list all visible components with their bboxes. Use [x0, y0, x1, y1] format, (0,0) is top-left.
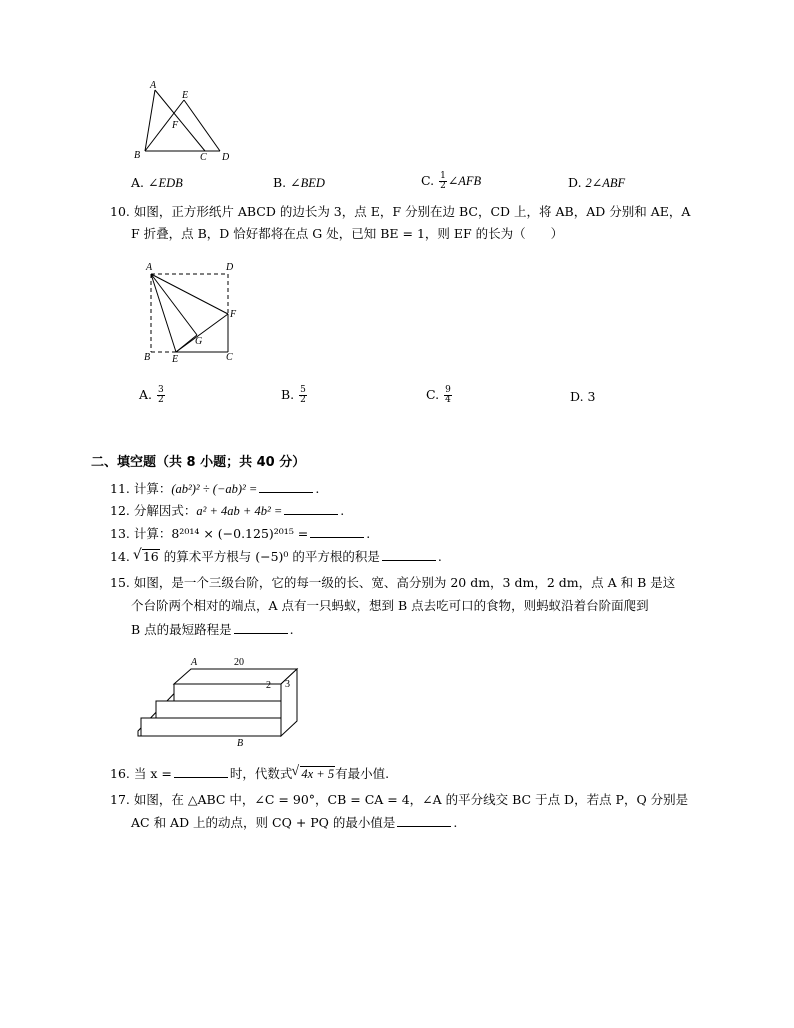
point-label-f: F — [230, 309, 237, 320]
point-label-e: E — [172, 354, 179, 365]
q15-line-2: 个台阶两个相对的端点，A 点有一只蚂蚁，想到 B 点去吃可口的食物，则蚂蚁沿着台阶面爬到 — [131, 598, 649, 613]
punct: . — [437, 549, 442, 564]
width-label: 3 — [285, 679, 290, 690]
answer-blank[interactable] — [259, 481, 313, 493]
option-letter: C. — [421, 173, 439, 188]
answer-blank[interactable] — [397, 815, 451, 827]
point-label-d: D — [226, 262, 234, 273]
point-label-f: F — [172, 120, 179, 131]
fraction: $\frac{3}{2}$ — [157, 385, 164, 405]
answer-blank[interactable] — [174, 766, 228, 778]
point-label-e: E — [182, 90, 189, 101]
punct: . — [453, 815, 458, 830]
q9-option-a — [131, 175, 183, 191]
answer-blank[interactable] — [382, 549, 436, 561]
question-text: 的算术平方根与 (−5)⁰ 的平方根的积是 — [159, 549, 380, 564]
q10-line-1: 10. 如图，正方形纸片 ABCD 的边长为 3，点 E，F 分别在边 BC，CD 上，将 AB，AD 分别和 AE，A — [110, 204, 691, 219]
answer-blank[interactable] — [234, 622, 288, 634]
punct: . — [366, 526, 371, 541]
q10-option-d: D. 3 — [570, 389, 596, 404]
q10-line-2: F 折叠，点 B，D 恰好都将在点 G 处，已知 BE = 1，则 EF 的长为（ ） — [131, 226, 564, 241]
option-text: ∠BED — [290, 176, 325, 190]
section-title: 二、填空题（共 8 小题；共 40 分） — [91, 455, 306, 470]
option-text: ∠AFB — [447, 174, 482, 188]
q15-line-1: 15. 如图，是一个三级台阶，它的每一级的长、宽、高分别为 20 dm，3 dm，2 dm，点 A 和 B 是这 — [110, 575, 676, 590]
point-label-b: B — [237, 738, 244, 748]
q9-option-b — [273, 175, 325, 191]
option-letter: B. — [273, 175, 291, 190]
punct: . — [315, 481, 320, 496]
fraction: $\frac{5}{2}$ — [300, 385, 306, 405]
option-letter: A. — [139, 387, 156, 402]
radical: √ 4x + 5 — [300, 766, 335, 781]
point-label-b: B — [134, 150, 141, 161]
option-letter: A. — [131, 175, 148, 190]
fraction: $\frac{1}{2}$ — [440, 171, 446, 191]
q11 — [110, 481, 319, 497]
option-text: 2∠ABF — [585, 176, 626, 190]
question-text: AC 和 AD 上的动点，则 CQ + PQ 的最小值是 — [131, 815, 396, 830]
point-label-a: A — [191, 657, 198, 668]
q10-option-c — [426, 386, 453, 405]
length-label: 20 — [234, 657, 244, 668]
point-label-d: D — [222, 152, 230, 163]
option-letter: D. — [568, 175, 586, 190]
option-letter: C. — [426, 387, 444, 402]
q15-line-3 — [131, 622, 294, 638]
punct: . — [289, 622, 294, 637]
question-text: B 点的最短路程是 — [131, 622, 232, 637]
point-label-g: G — [195, 336, 203, 347]
q13 — [110, 526, 370, 542]
point-label-c: C — [200, 152, 207, 163]
q12 — [110, 503, 344, 519]
punct: . — [340, 503, 345, 518]
q9-option-c — [421, 172, 481, 191]
q17-line-2 — [131, 815, 457, 831]
q16 — [110, 766, 389, 782]
q17-line-1: 17. 如图，在 △ABC 中，∠C = 90°，CB = CA = 4，∠A 的平分线交 BC 于点 D，若点 P，Q 分别是 — [110, 792, 689, 807]
answer-blank[interactable] — [310, 526, 364, 538]
point-label-c: C — [226, 352, 233, 363]
triangle-figure-q9 — [128, 78, 238, 164]
q10-option-b — [281, 386, 308, 405]
question-prefix: 11. 计算： — [110, 481, 172, 496]
option-text: ∠EDB — [147, 176, 183, 190]
question-prefix: 12. 分解因式： — [110, 503, 197, 518]
expression: (ab²)² ÷ (−ab)² = — [171, 482, 258, 496]
fraction: $\frac{9}{4}$ — [445, 385, 451, 405]
expression: 8²⁰¹⁴ × (−0.125)²⁰¹⁵ = — [171, 526, 309, 541]
staircase-figure-q15 — [136, 652, 306, 748]
square-fold-figure-q10 — [140, 258, 244, 370]
question-text: 时，代数式 — [229, 766, 293, 781]
q9-option-d — [568, 175, 625, 191]
q10-option-a — [139, 386, 166, 405]
q14 — [110, 549, 442, 565]
point-label-a: A — [146, 262, 153, 273]
answer-blank[interactable] — [284, 503, 338, 515]
question-prefix: 14. — [110, 549, 134, 564]
question-prefix: 13. 计算： — [110, 526, 172, 541]
point-label-b: B — [144, 352, 151, 363]
question-text: 有最小值. — [335, 766, 390, 781]
option-letter: B. — [281, 387, 299, 402]
radical: √ 16 — [142, 549, 160, 564]
point-label-a: A — [150, 80, 157, 91]
question-prefix: 16. 当 x = — [110, 766, 172, 781]
height-label: 2 — [266, 680, 271, 691]
expression: a² + 4ab + 4b² = — [196, 504, 283, 518]
